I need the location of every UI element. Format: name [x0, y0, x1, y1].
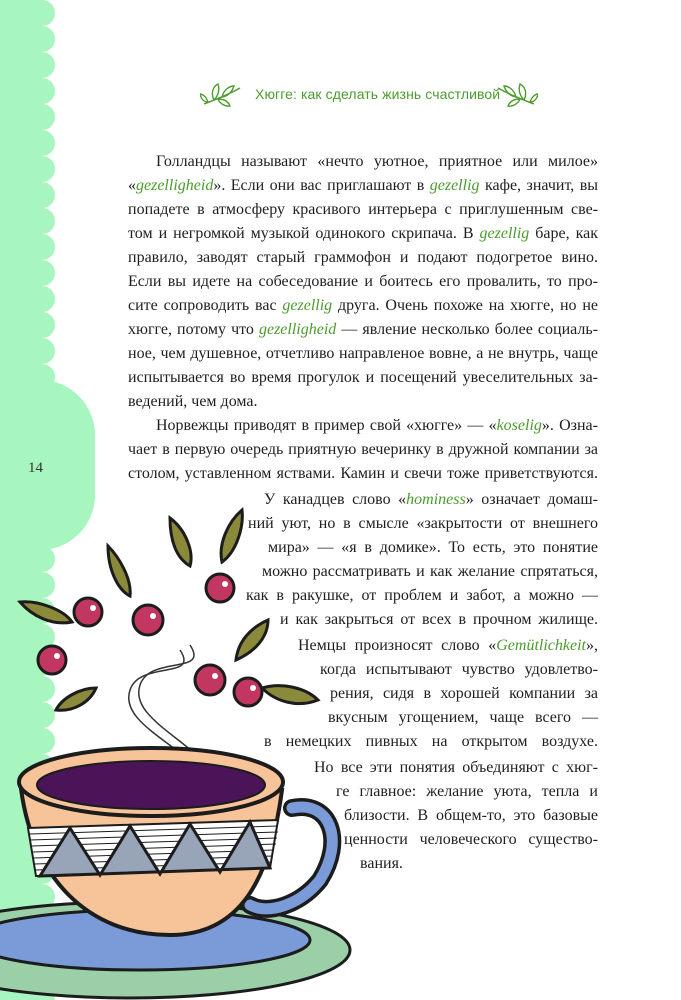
text-line [128, 320, 598, 340]
text-line [128, 224, 598, 244]
text-line [128, 440, 598, 460]
text-line [336, 782, 598, 802]
text-segment: ное, чем душевное, отчетливо направленое вовне, а не внутрь, чаще [128, 345, 598, 362]
berry-icon [206, 574, 234, 602]
text-line [328, 708, 598, 728]
text-segment: Немцы произносят слово « [298, 637, 497, 654]
text-segment: вания. [360, 855, 403, 872]
text-segment: испытывается во время прогулок и посещений увеселительных за- [128, 369, 598, 386]
leaf-icon [20, 602, 72, 623]
leaf-icon [262, 686, 318, 704]
text-line [268, 538, 598, 558]
header-title: Хюгге: как сделать жизнь счастливой [255, 86, 501, 102]
text-line [128, 176, 598, 196]
text-line [280, 610, 598, 630]
text-segment: вкусным угощением, чаще всего — [328, 709, 598, 726]
text-line [314, 758, 598, 778]
text-line [156, 416, 598, 436]
text-line [248, 514, 598, 534]
text-segment: хюгге, потому что [128, 321, 259, 338]
text-line [128, 248, 598, 268]
foreign-term: hominess [406, 491, 466, 508]
text-segment: ценности человеческого существо- [344, 831, 598, 848]
text-segment: сите сопроводить вас [128, 297, 283, 314]
text-segment: », [586, 637, 598, 654]
leaf-icon [56, 688, 96, 710]
text-segment: ге главное: желание уюта, тепла и [336, 783, 598, 800]
berry-icon [195, 665, 225, 695]
text-line [128, 272, 598, 292]
text-segment: Но все эти понятия объединяют с хюг- [314, 759, 598, 776]
page-number: 14 [28, 460, 43, 476]
text-line [298, 636, 598, 656]
text-line [128, 392, 258, 412]
text-line [330, 684, 598, 704]
berries [38, 574, 262, 706]
text-segment: — явление несколько более социаль- [336, 321, 598, 338]
text-segment: попадете в атмосферу красивого интерьера с приглушенным све- [128, 201, 598, 218]
text-line [320, 660, 598, 680]
text-segment: ведений, чем дома. [128, 393, 258, 410]
foreign-term: koselig [496, 417, 542, 434]
text-line [246, 586, 598, 606]
text-segment: когда испытывают чувство удовлетво- [320, 661, 598, 678]
text-segment: друга. Очень похоже на хюгге, но не [332, 297, 598, 314]
text-segment: Норвежцы приводят в пример свой «хюгге» — « [156, 417, 497, 434]
text-segment: чает в первую очередь приятную вечеринку в дружной компании за [128, 441, 598, 458]
text-segment: как в ракушке, от проблем и забот, а можно — [246, 587, 598, 604]
text-segment: » означает домаш- [465, 491, 598, 508]
leaf-icon [170, 518, 191, 566]
foreign-term: gezellig [479, 225, 530, 242]
leaf-icon [221, 510, 242, 562]
text-segment: и как закрыться от всех в прочном жилище. [280, 611, 598, 628]
text-line [128, 296, 598, 316]
leaf-icon [108, 546, 130, 596]
foreign-term: gezellig [429, 177, 480, 194]
text-segment: рения, сидя в хорошей компании за [330, 685, 598, 702]
foreign-term: gezellig [282, 297, 333, 314]
foreign-term: gezelligheid [136, 177, 214, 194]
berry-icon [74, 598, 102, 626]
berry-icon [133, 605, 163, 635]
text-segment: ». Если они вас приглашают в [213, 177, 430, 194]
text-segment: У канадцев слово « [264, 491, 407, 508]
berry-icon [234, 678, 262, 706]
text-line [128, 368, 598, 388]
text-line [360, 854, 403, 874]
text-line [128, 344, 598, 364]
text-segment: мира» — «я в домике». То есть, это понятие [268, 539, 598, 556]
text-segment: близости. В общем-то, это базовые [344, 807, 598, 824]
text-segment: столом, уставленном яствами. Камин и свечи тоже приветствуются. [128, 465, 598, 482]
text-segment: Если вы идете на собеседование и боитесь его провалить, то про- [128, 273, 598, 290]
text-line [128, 200, 598, 220]
text-line [262, 562, 598, 582]
berry-icon [38, 646, 66, 674]
text-line [344, 830, 598, 850]
text-segment: баре, как [529, 225, 599, 242]
text-segment: ». Озна- [541, 417, 598, 434]
text-line [128, 464, 598, 484]
text-line [156, 152, 598, 172]
text-segment: « [128, 177, 136, 194]
text-line [264, 732, 598, 752]
text-segment: том и негромкой музыкой одинокого скрипача. В [128, 225, 480, 242]
leaf-icon [236, 620, 268, 660]
foreign-term: gezelligheid [258, 321, 337, 338]
text-segment: правило, заводят старый граммофон и подают подогретое вино. [128, 249, 598, 266]
text-line [344, 806, 598, 826]
text-segment: можно рассматривать и как желание спрятаться, [262, 563, 598, 580]
text-segment: в немецких пивных на открытом воздухе. [264, 733, 598, 750]
foreign-term: Gemütlichkeit [496, 637, 586, 654]
text-line [264, 490, 598, 510]
text-segment: Голландцы называют «нечто уютное, приятное или милое» [156, 153, 598, 170]
text-segment: ний уют, но в смысле «закрытости от внешнего [248, 515, 598, 532]
text-segment: кафе, значит, вы [479, 177, 598, 194]
